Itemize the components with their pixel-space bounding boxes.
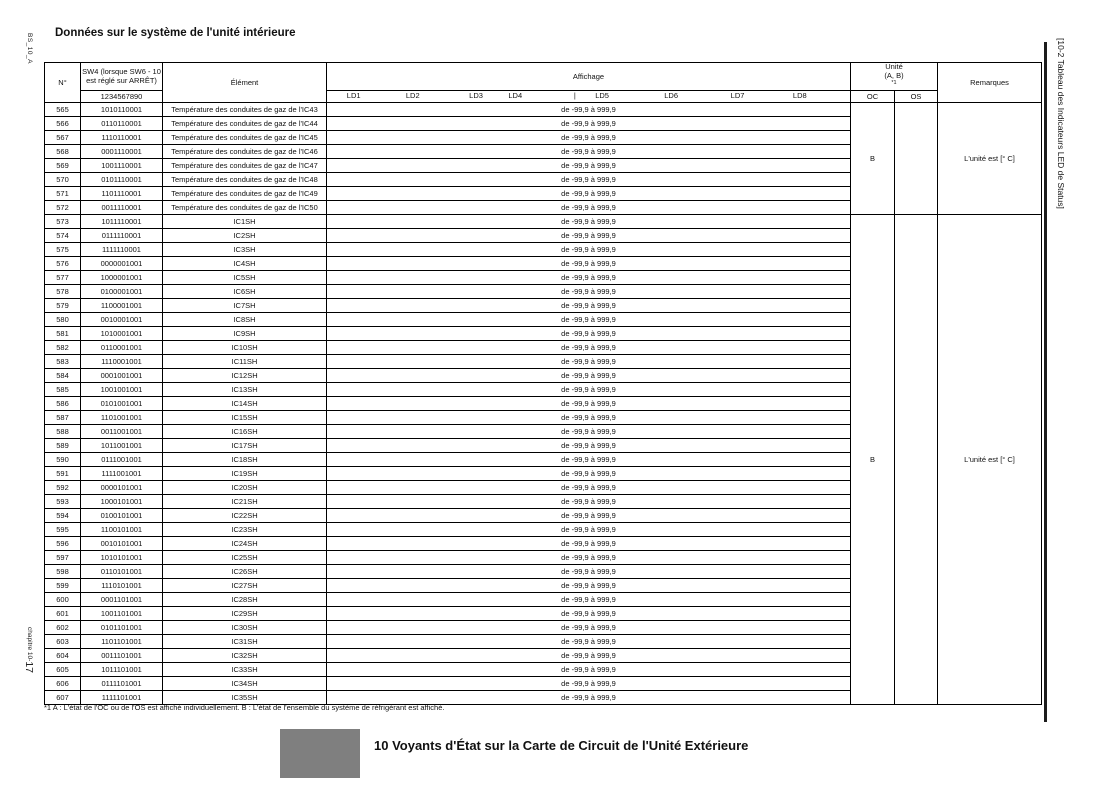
cell-no: 589 — [45, 439, 81, 453]
cell-no: 566 — [45, 117, 81, 131]
cell-no: 577 — [45, 271, 81, 285]
cell-no: 592 — [45, 481, 81, 495]
cell-affichage: de -99,9 à 999,9 — [327, 313, 851, 327]
cell-no: 595 — [45, 523, 81, 537]
cell-affichage: de -99,9 à 999,9 — [327, 131, 851, 145]
cell-affichage: de -99,9 à 999,9 — [327, 607, 851, 621]
cell-no: 575 — [45, 243, 81, 257]
cell-no: 580 — [45, 313, 81, 327]
unite-footnote-marker: *1 — [891, 80, 897, 87]
cell-element: IC23SH — [163, 523, 327, 537]
cell-sw4: 1111101001 — [81, 691, 163, 705]
chapter-footer-heading: 10 Voyants d'État sur la Carte de Circuit de l'Unité Extérieure — [374, 738, 749, 753]
cell-no: 571 — [45, 187, 81, 201]
cell-affichage: de -99,9 à 999,9 — [327, 159, 851, 173]
cell-affichage: de -99,9 à 999,9 — [327, 439, 851, 453]
col-header-element: Élément — [163, 63, 327, 103]
cell-affichage: de -99,9 à 999,9 — [327, 579, 851, 593]
cell-sw4: 0110110001 — [81, 117, 163, 131]
cell-no: 588 — [45, 425, 81, 439]
cell-element: Température des conduites de gaz de l'IC48 — [163, 173, 327, 187]
cell-element: IC34SH — [163, 677, 327, 691]
cell-affichage: de -99,9 à 999,9 — [327, 481, 851, 495]
cell-element: IC29SH — [163, 607, 327, 621]
cell-element: IC8SH — [163, 313, 327, 327]
col-header-oc: OC — [851, 91, 895, 103]
cell-element: IC25SH — [163, 551, 327, 565]
cell-sw4: 1000101001 — [81, 495, 163, 509]
cell-sw4: 1000001001 — [81, 271, 163, 285]
ld-label: LD3 — [469, 91, 483, 101]
cell-element: IC22SH — [163, 509, 327, 523]
cell-affichage: de -99,9 à 999,9 — [327, 215, 851, 229]
cell-affichage: de -99,9 à 999,9 — [327, 397, 851, 411]
cell-no: 598 — [45, 565, 81, 579]
cell-affichage: de -99,9 à 999,9 — [327, 495, 851, 509]
cell-element: IC2SH — [163, 229, 327, 243]
table-row — [45, 215, 1042, 229]
cell-sw4: 1111001001 — [81, 467, 163, 481]
cell-element: IC18SH — [163, 453, 327, 467]
cell-affichage: de -99,9 à 999,9 — [327, 103, 851, 117]
cell-sw4: 1110101001 — [81, 579, 163, 593]
cell-sw4: 1100001001 — [81, 299, 163, 313]
cell-remark: L'unité est [° C] — [938, 215, 1042, 705]
cell-sw4: 0100101001 — [81, 509, 163, 523]
cell-no: 600 — [45, 593, 81, 607]
cell-affichage: de -99,9 à 999,9 — [327, 537, 851, 551]
page-title: Données sur le système de l'unité intérieure — [55, 27, 296, 39]
col-header-no: N° — [45, 63, 81, 103]
cell-element: IC3SH — [163, 243, 327, 257]
cell-sw4: 1101110001 — [81, 187, 163, 201]
cell-no: 573 — [45, 215, 81, 229]
cell-no: 591 — [45, 467, 81, 481]
cell-sw4: 0001101001 — [81, 593, 163, 607]
cell-no: 586 — [45, 397, 81, 411]
cell-affichage: de -99,9 à 999,9 — [327, 593, 851, 607]
col-header-os: OS — [895, 91, 938, 103]
cell-affichage: de -99,9 à 999,9 — [327, 523, 851, 537]
cell-affichage: de -99,9 à 999,9 — [327, 327, 851, 341]
cell-sw4: 0011001001 — [81, 425, 163, 439]
cell-sw4: 1011110001 — [81, 215, 163, 229]
cell-affichage: de -99,9 à 999,9 — [327, 355, 851, 369]
cell-no: 584 — [45, 369, 81, 383]
cell-sw4: 0111110001 — [81, 229, 163, 243]
cell-affichage: de -99,9 à 999,9 — [327, 565, 851, 579]
cell-sw4: 1101001001 — [81, 411, 163, 425]
cell-sw4: 0110101001 — [81, 565, 163, 579]
cell-no: 582 — [45, 341, 81, 355]
cell-element: IC32SH — [163, 649, 327, 663]
cell-element: IC11SH — [163, 355, 327, 369]
cell-no: 565 — [45, 103, 81, 117]
cell-affichage: de -99,9 à 999,9 — [327, 187, 851, 201]
cell-affichage: de -99,9 à 999,9 — [327, 663, 851, 677]
cell-sw4: 1011001001 — [81, 439, 163, 453]
cell-element: IC24SH — [163, 537, 327, 551]
ld-label: LD6 — [664, 91, 679, 101]
cell-affichage: de -99,9 à 999,9 — [327, 677, 851, 691]
ld-label: LD7 — [730, 91, 745, 101]
cell-sw4: 0111001001 — [81, 453, 163, 467]
cell-sw4: 1001101001 — [81, 607, 163, 621]
cell-element: IC31SH — [163, 635, 327, 649]
cell-sw4: 0111101001 — [81, 677, 163, 691]
cell-element: IC19SH — [163, 467, 327, 481]
cell-no: 581 — [45, 327, 81, 341]
cell-remark: L'unité est [° C] — [938, 103, 1042, 215]
cell-no: 583 — [45, 355, 81, 369]
cell-no: 570 — [45, 173, 81, 187]
page-number-label — [20, 627, 38, 673]
cell-no: 607 — [45, 691, 81, 705]
page-number: 17 — [23, 661, 35, 674]
cell-element: IC16SH — [163, 425, 327, 439]
cell-affichage: de -99,9 à 999,9 — [327, 271, 851, 285]
table-header — [45, 63, 1042, 103]
cell-no: 605 — [45, 663, 81, 677]
col-header-unite-line1: Unité — [885, 62, 903, 71]
cell-affichage: de -99,9 à 999,9 — [327, 257, 851, 271]
chapter-tab-box — [280, 729, 360, 778]
cell-sw4: 0011110001 — [81, 201, 163, 215]
cell-sw4: 0010001001 — [81, 313, 163, 327]
cell-element: Température des conduites de gaz de l'IC45 — [163, 131, 327, 145]
cell-affichage: de -99,9 à 999,9 — [327, 299, 851, 313]
cell-affichage: de -99,9 à 999,9 — [327, 369, 851, 383]
cell-sw4: 1111110001 — [81, 243, 163, 257]
cell-affichage: de -99,9 à 999,9 — [327, 509, 851, 523]
cell-no: 574 — [45, 229, 81, 243]
cell-os — [895, 103, 938, 215]
cell-affichage: de -99,9 à 999,9 — [327, 173, 851, 187]
col-header-sw4 — [81, 63, 163, 91]
cell-affichage: de -99,9 à 999,9 — [327, 411, 851, 425]
cell-sw4: 1110001001 — [81, 355, 163, 369]
cell-no: 567 — [45, 131, 81, 145]
cell-element: IC7SH — [163, 299, 327, 313]
cell-affichage: de -99,9 à 999,9 — [327, 425, 851, 439]
cell-affichage: de -99,9 à 999,9 — [327, 383, 851, 397]
ld-label: LD8 — [792, 91, 807, 101]
cell-element: IC20SH — [163, 481, 327, 495]
indoor-unit-data-table — [44, 62, 1042, 705]
cell-element: IC10SH — [163, 341, 327, 355]
cell-sw4: 0100001001 — [81, 285, 163, 299]
left-margin-code: BS_10_A — [26, 33, 33, 64]
cell-affichage: de -99,9 à 999,9 — [327, 551, 851, 565]
cell-element: Température des conduites de gaz de l'IC43 — [163, 103, 327, 117]
col-header-unite-line2: (A, B) $^{*1}$ — [884, 70, 904, 87]
cell-element: IC5SH — [163, 271, 327, 285]
col-header-sw4-digits: 1234567890 — [81, 91, 163, 103]
cell-sw4: 1101101001 — [81, 635, 163, 649]
cell-element: IC4SH — [163, 257, 327, 271]
cell-element: IC26SH — [163, 565, 327, 579]
cell-affichage: de -99,9 à 999,9 — [327, 467, 851, 481]
cell-sw4: 0011101001 — [81, 649, 163, 663]
cell-element: IC13SH — [163, 383, 327, 397]
cell-os — [895, 215, 938, 705]
cell-no: 601 — [45, 607, 81, 621]
cell-sw4: 1001001001 — [81, 383, 163, 397]
right-margin-section-label: [10-2 Tableau des Indicateurs LED de Status] — [1056, 38, 1066, 209]
table-body — [45, 103, 1042, 705]
cell-no: 599 — [45, 579, 81, 593]
col-header-sw4-line1: SW4 (lorsque SW6 - 10 — [82, 67, 161, 77]
cell-no: 597 — [45, 551, 81, 565]
cell-element: Température des conduites de gaz de l'IC49 — [163, 187, 327, 201]
cell-no: 579 — [45, 299, 81, 313]
cell-sw4: 1110110001 — [81, 131, 163, 145]
cell-sw4: 1100101001 — [81, 523, 163, 537]
cell-oc: B — [851, 215, 895, 705]
cell-no: 606 — [45, 677, 81, 691]
cell-oc: B — [851, 103, 895, 215]
col-header-affichage: Affichage — [327, 63, 851, 91]
cell-no: 593 — [45, 495, 81, 509]
cell-no: 572 — [45, 201, 81, 215]
cell-element: Température des conduites de gaz de l'IC47 — [163, 159, 327, 173]
cell-affichage: de -99,9 à 999,9 — [327, 145, 851, 159]
cell-affichage: de -99,9 à 999,9 — [327, 691, 851, 705]
col-header-remarques: Remarques — [938, 63, 1042, 103]
ld-separator: | — [573, 91, 576, 101]
table-row — [45, 103, 1042, 117]
cell-element: IC33SH — [163, 663, 327, 677]
cell-element: IC1SH — [163, 215, 327, 229]
cell-sw4: 0101101001 — [81, 621, 163, 635]
cell-no: 585 — [45, 383, 81, 397]
cell-element: IC12SH — [163, 369, 327, 383]
ld-labels-row — [327, 91, 850, 102]
cell-sw4: 0101110001 — [81, 173, 163, 187]
chapter-label-text: chapitre 10- — [26, 627, 33, 662]
cell-element: IC6SH — [163, 285, 327, 299]
cell-no: 569 — [45, 159, 81, 173]
cell-affichage: de -99,9 à 999,9 — [327, 621, 851, 635]
cell-no: 602 — [45, 621, 81, 635]
table-footnote: *1 A : L'état de l'OC ou de l'OS est affiché individuellement. B : L'état de l'ensemble du système de réfrigérant est affiché. — [44, 703, 445, 712]
cell-affichage: de -99,9 à 999,9 — [327, 649, 851, 663]
cell-no: 578 — [45, 285, 81, 299]
col-header-unite — [851, 63, 938, 91]
cell-sw4: 0001110001 — [81, 145, 163, 159]
cell-affichage: de -99,9 à 999,9 — [327, 229, 851, 243]
cell-no: 604 — [45, 649, 81, 663]
cell-sw4: 1010001001 — [81, 327, 163, 341]
cell-sw4: 0110001001 — [81, 341, 163, 355]
cell-element: IC14SH — [163, 397, 327, 411]
cell-affichage: de -99,9 à 999,9 — [327, 285, 851, 299]
cell-element: IC21SH — [163, 495, 327, 509]
cell-sw4: 1010101001 — [81, 551, 163, 565]
cell-no: 590 — [45, 453, 81, 467]
col-header-ld-labels — [327, 91, 851, 103]
cell-sw4: 1011101001 — [81, 663, 163, 677]
cell-element: Température des conduites de gaz de l'IC50 — [163, 201, 327, 215]
cell-affichage: de -99,9 à 999,9 — [327, 453, 851, 467]
cell-sw4: 1001110001 — [81, 159, 163, 173]
cell-sw4: 0000101001 — [81, 481, 163, 495]
ld-label: LD2 — [405, 91, 420, 101]
cell-no: 568 — [45, 145, 81, 159]
cell-sw4: 1010110001 — [81, 103, 163, 117]
cell-element: IC17SH — [163, 439, 327, 453]
cell-no: 576 — [45, 257, 81, 271]
cell-affichage: de -99,9 à 999,9 — [327, 243, 851, 257]
cell-no: 603 — [45, 635, 81, 649]
cell-element: IC28SH — [163, 593, 327, 607]
cell-affichage: de -99,9 à 999,9 — [327, 117, 851, 131]
ld-label: LD4 — [508, 91, 523, 101]
cell-element: IC9SH — [163, 327, 327, 341]
cell-element: Température des conduites de gaz de l'IC44 — [163, 117, 327, 131]
cell-sw4: 0000001001 — [81, 257, 163, 271]
cell-affichage: de -99,9 à 999,9 — [327, 635, 851, 649]
cell-no: 587 — [45, 411, 81, 425]
cell-sw4: 0101001001 — [81, 397, 163, 411]
cell-affichage: de -99,9 à 999,9 — [327, 341, 851, 355]
cell-sw4: 0001001001 — [81, 369, 163, 383]
cell-element: IC35SH — [163, 691, 327, 705]
cell-element: IC30SH — [163, 621, 327, 635]
cell-no: 594 — [45, 509, 81, 523]
cell-element: IC27SH — [163, 579, 327, 593]
cell-sw4: 0010101001 — [81, 537, 163, 551]
cell-no: 596 — [45, 537, 81, 551]
ld-label: LD1 — [346, 91, 361, 101]
cell-element: Température des conduites de gaz de l'IC46 — [163, 145, 327, 159]
cell-affichage: de -99,9 à 999,9 — [327, 201, 851, 215]
col-header-sw4-line2: est réglé sur ARRÊT) — [86, 75, 157, 85]
ld-label: LD5 — [595, 91, 609, 101]
cell-element: IC15SH — [163, 411, 327, 425]
chapter-edge-line — [1044, 42, 1047, 722]
